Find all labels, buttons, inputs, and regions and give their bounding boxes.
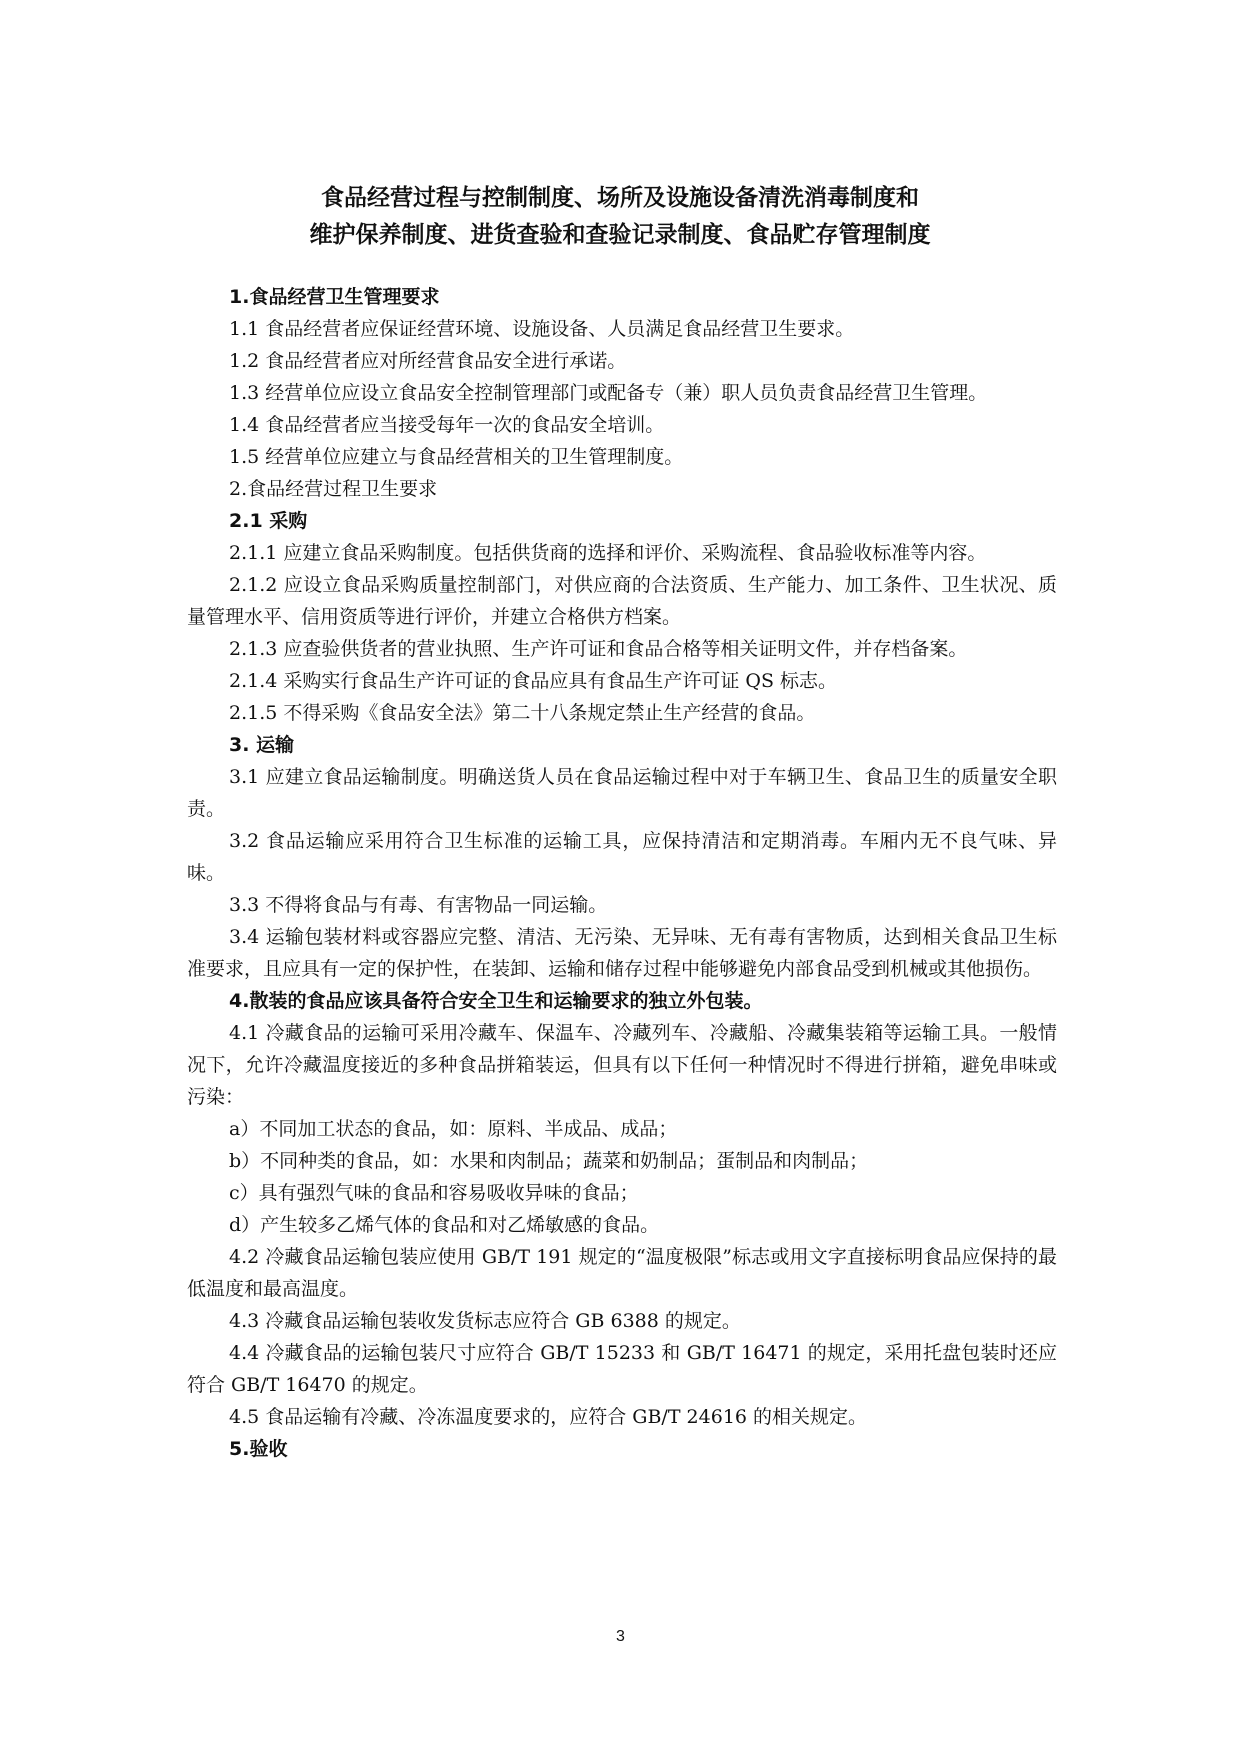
paragraph-1-5: 1.5 经营单位应建立与食品经营相关的卫生管理制度。 — [229, 446, 684, 468]
page-number: 3 — [616, 1628, 625, 1645]
list-item-a: a）不同加工状态的食品，如：原料、半成品、成品； — [229, 1118, 678, 1140]
document-title — [180, 180, 1060, 254]
document-body — [187, 281, 1057, 1465]
section-heading-5: 5.验收 — [229, 1438, 288, 1460]
paragraph-2-1-4: 2.1.4 采购实行食品生产许可证的食品应具有食品生产许可证 QS 标志。 — [229, 670, 838, 692]
paragraph-4-3: 4.3 冷藏食品运输包装收发货标志应符合 GB 6388 的规定。 — [229, 1310, 741, 1332]
paragraph-4-4: 4.4 冷藏食品的运输包装尺寸应符合 GB/T 15233 和 GB/T 16471 的规定，采用托盘包装时还应符合 GB/T 16470 的规定。 — [187, 1342, 1057, 1396]
paragraph-4-2: 4.2 冷藏食品运输包装应使用 GB/T 191 规定的“温度极限”标志或用文字直接标明食品应保持的最低温度和最高温度。 — [187, 1246, 1057, 1300]
paragraph-1-4: 1.4 食品经营者应当接受每年一次的食品安全培训。 — [229, 414, 665, 436]
paragraph-4-1: 4.1 冷藏食品的运输可采用冷藏车、保温车、冷藏列车、冷藏船、冷藏集装箱等运输工具。一般情况下，允许冷藏温度接近的多种食品拼箱装运，但具有以下任何一种情况时不得进行拼箱，避免串味或污染： — [187, 1022, 1057, 1108]
paragraph-2-1-1: 2.1.1 应建立食品采购制度。包括供货商的选择和评价、采购流程、食品验收标准等内容。 — [229, 542, 987, 564]
paragraph-3-3: 3.3 不得将食品与有毒、有害物品一同运输。 — [229, 894, 608, 916]
section-heading-1: 1.食品经营卫生管理要求 — [229, 286, 440, 308]
paragraph-1-1: 1.1 食品经营者应保证经营环境、设施设备、人员满足食品经营卫生要求。 — [229, 318, 855, 340]
paragraph-3-1: 3.1 应建立食品运输制度。明确送货人员在食品运输过程中对于车辆卫生、食品卫生的质量安全职责。 — [187, 766, 1057, 820]
paragraph-4-5: 4.5 食品运输有冷藏、冷冻温度要求的，应符合 GB/T 24616 的相关规定。 — [229, 1406, 868, 1428]
section-heading-2: 2.食品经营过程卫生要求 — [229, 478, 438, 500]
list-item-d: d）产生较多乙烯气体的食品和对乙烯敏感的食品。 — [229, 1214, 660, 1236]
paragraph-1-2: 1.2 食品经营者应对所经营食品安全进行承诺。 — [229, 350, 627, 372]
paragraph-3-4: 3.4 运输包装材料或容器应完整、清洁、无污染、无异味、无有毒有害物质，达到相关食品卫生标准要求，且应具有一定的保护性，在装卸、运输和储存过程中能够避免内部食品受到机械或其他损伤。 — [187, 926, 1057, 980]
list-item-b: b）不同种类的食品，如：水果和肉制品；蔬菜和奶制品；蛋制品和肉制品； — [229, 1150, 869, 1172]
paragraph-2-1-3: 2.1.3 应查验供货者的营业执照、生产许可证和食品合格等相关证明文件，并存档备案。 — [229, 638, 968, 660]
title-line-1: 食品经营过程与控制制度、场所及设施设备清洗消毒制度和 — [321, 185, 919, 211]
paragraph-3-2: 3.2 食品运输应采用符合卫生标准的运输工具，应保持清洁和定期消毒。车厢内无不良气味、异味。 — [187, 830, 1057, 884]
title-line-2: 维护保养制度、进货查验和查验记录制度、食品贮存管理制度 — [309, 222, 931, 248]
paragraph-1-3: 1.3 经营单位应设立食品安全控制管理部门或配备专（兼）职人员负责食品经营卫生管理。 — [229, 382, 988, 404]
section-heading-3: 3. 运输 — [229, 734, 295, 756]
subsection-heading-2-1: 2.1 采购 — [229, 510, 308, 532]
list-item-c: c）具有强烈气味的食品和容易吸收异味的食品； — [229, 1182, 639, 1204]
paragraph-2-1-2: 2.1.2 应设立食品采购质量控制部门，对供应商的合法资质、生产能力、加工条件、卫生状况、质量管理水平、信用资质等进行评价，并建立合格供方档案。 — [187, 574, 1057, 628]
paragraph-2-1-5: 2.1.5 不得采购《食品安全法》第二十八条规定禁止生产经营的食品。 — [229, 702, 816, 724]
section-heading-4: 4.散装的食品应该具备符合安全卫生和运输要求的独立外包装。 — [229, 990, 763, 1012]
